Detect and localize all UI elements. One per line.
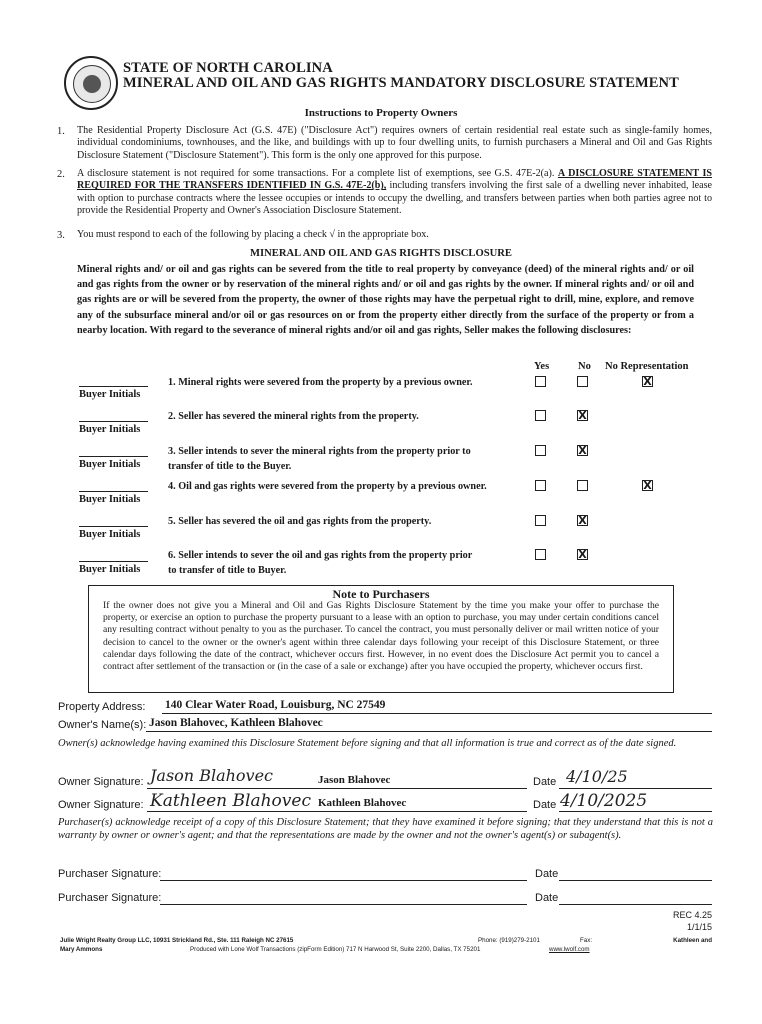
instruction-3: You must respond to each of the following by placing a check √ in the appropriate box. [77,229,429,240]
purchaser-signature-label: Purchaser Signature: [58,868,162,880]
state-seal-logo [64,56,118,110]
instruction-2-part-c: including transfers involving the first sale of a dwelling never inhabited, lease with option to purchase contracts where the lessee occupies or intends to occupy the dwelling, and transfers between parties when both parties agree not to provide the Residential Property and Owner's Association Disclosure Statement. [77,180,712,217]
header-state: STATE OF NORTH CAROLINA [123,60,333,76]
footer-phone: Phone: (919)279-2101 [478,937,540,944]
q5-yes-checkbox[interactable] [535,515,546,526]
question-3 [168,444,471,474]
buyer-initials-label: Buyer Initials [79,424,141,435]
purchaser-date-line[interactable] [559,904,712,905]
question-3-line-2: transfer of title to the Buyer. [168,461,292,472]
footer-agent: Mary Ammons [60,946,103,953]
date-label: Date [533,776,557,788]
note-text: If the owner does not give you a Mineral and Oil and Gas Rights Disclosure Statement by the time you make your offer to purchase the property, or exercise an option to purchase the property pursuant to a lease with an option to purchase, you may under certain conditions cancel any resulting contract without penalty to you as the purchaser. To cancel the contract, you must personally deliver or mail written notice of your decision to cancel to the owner or the owner's agent within three calendar days following your receipt of this Disclosure Statement, or three calendar days following the date of the contract, whichever occurs first. However, in no event does the Disclosure Act permit you to cancel a contract after settlement of the transaction or (in the case of a sale or exchange) after you have occupied the property, whichever occurs first. [103,600,659,673]
q4-no-representation-checkbox[interactable]: X [643,479,652,492]
owner-signature-2[interactable]: Kathleen Blahovec [150,791,311,811]
purchaser-date-line[interactable] [559,880,712,881]
buyer-initials-line[interactable] [79,456,148,457]
owner-signature-date-2[interactable]: 4/10/2025 [560,791,648,811]
disclosure-heading: MINERAL AND OIL AND GAS RIGHTS DISCLOSURE [250,248,512,259]
purchaser-signature-line[interactable] [160,904,527,905]
buyer-initials-label: Buyer Initials [79,459,141,470]
question-1: 1. Mineral rights were severed from the property by a previous owner. [168,377,473,388]
footer-fax: Fax: [580,937,593,944]
q4-no-checkbox[interactable] [577,480,588,491]
purchaser-signature-line[interactable] [160,880,527,881]
disclosure-intro: Mineral rights and/ or oil and gas rights can be severed from the title to real property by conveyance (deed) of the mineral rights and/ or oil and gas rights from the owner or by reservation of the mineral rights and/ or oil and gas rights by the owner. If mineral rights and/ or oil and gas rights are or will be severed from the property, the owner of those rights may have the perpetual right to drill, mine, explore, and remove any of the subsurface mineral and/or oil or gas resources on or from the property either directly from the surface of the property or from a nearby location. With regard to the severance of mineral rights and/or oil and gas rights, Seller makes the following disclosures: [77,264,694,336]
buyer-initials-line[interactable] [79,386,148,387]
purchaser-signature-label: Purchaser Signature: [58,892,162,904]
instruction-2-part-a: A disclosure statement is not required for some transactions. For a complete list of exemptions, see G.S. 47E-2(a). [77,168,558,179]
instruction-1: The Residential Property Disclosure Act (G.S. 47E) ("Disclosure Act") requires owners of certain residential real estate such as single-family homes, individual condominiums, townhouses, and the like, and buildings with up to four dwelling units, to furnish purchasers a Mineral and Oil and Gas Rights Disclosure Statement ("Disclosure Statement"). This form is the only one approved for this purpose. [77,125,712,161]
owners-name-value[interactable]: Jason Blahovec, Kathleen Blahovec [149,717,323,729]
q2-no-checkbox[interactable]: X [578,409,587,422]
instruction-number: 2. [57,169,65,180]
buyer-initials-line[interactable] [79,561,148,562]
instruction-number: 1. [57,126,65,137]
form-revision: 1/1/15 [686,922,712,932]
buyer-initials-label: Buyer Initials [79,389,141,400]
q3-yes-checkbox[interactable] [535,445,546,456]
column-no: No [578,361,591,372]
header-form-title: MINERAL AND OIL AND GAS RIGHTS MANDATORY DISCLOSURE STATEMENT [123,75,679,91]
question-4: 4. Oil and gas rights were severed from the property by a previous owner. [168,481,487,492]
q1-yes-checkbox[interactable] [535,376,546,387]
question-6 [168,548,472,578]
column-no-representation: No Representation [605,361,689,372]
date-line [559,788,712,789]
q6-yes-checkbox[interactable] [535,549,546,560]
q6-no-checkbox[interactable]: X [578,548,587,561]
property-address-label: Property Address: [58,701,146,713]
q5-no-checkbox[interactable]: X [578,514,587,527]
buyer-initials-label: Buyer Initials [79,494,141,505]
instruction-number: 3. [57,230,65,241]
buyer-initials-line[interactable] [79,526,148,527]
footer-produced: Produced with Lone Wolf Transactions (zipForm Edition) 717 N Harwood St, Suite 2200, Dallas, TX 75201 [190,946,481,953]
note-title: Note to Purchasers [332,587,430,601]
date-line [559,811,712,812]
owner-signature-label: Owner Signature: [58,799,144,811]
footer-link[interactable]: www.lwolf.com [549,946,590,953]
instructions-heading: Instructions to Property Owners [304,107,458,119]
column-yes: Yes [534,361,550,372]
footer-company: Julie Wright Realty Group LLC, 10931 Strickland Rd., Ste. 111 Raleigh NC 27615 [60,937,294,944]
date-label: Date [533,799,557,811]
buyer-initials-label: Buyer Initials [79,564,141,575]
q3-no-checkbox[interactable]: X [578,444,587,457]
buyer-initials-line[interactable] [79,421,148,422]
form-code: REC 4.25 [672,910,712,920]
owner-printed-name-1: Jason Blahovec [318,774,391,786]
instruction-2 [77,168,712,218]
q1-no-representation-checkbox[interactable]: X [643,375,652,388]
owners-name-label: Owner's Name(s): [58,719,147,731]
question-6-line-1: 6. Seller intends to sever the oil and gas rights from the property prior [168,550,473,561]
q1-no-checkbox[interactable] [577,376,588,387]
question-2: 2. Seller has severed the mineral rights from the property. [168,411,419,422]
buyer-initials-label: Buyer Initials [79,529,141,540]
property-address-value[interactable]: 140 Clear Water Road, Louisburg, NC 27549 [165,699,386,711]
instruction-2-required: A DISCLOSURE STATEMENT IS REQUIRED FOR THE TRANSFERS IDENTIFIED IN G.S. 47E-2(b), [77,168,712,192]
footer-client: Kathleen and [673,937,712,944]
date-label: Date [535,868,559,880]
owner-signature-label: Owner Signature: [58,776,144,788]
purchaser-acknowledgement: Purchaser(s) acknowledge receipt of a copy of this Disclosure Statement; that they have examined it before signing; that they understand that this is not a warranty by owner or owner's agent; and that the representations are made by the owner and not the owner's agent(s) or subagent(s). [58,817,713,841]
q2-yes-checkbox[interactable] [535,410,546,421]
owner-printed-name-2: Kathleen Blahovec [318,797,407,809]
property-address-line [162,713,712,714]
owner-signature-line [147,811,527,812]
buyer-initials-line[interactable] [79,491,148,492]
owner-signature-1[interactable]: Jason Blahovec [150,766,274,785]
owner-signature-date-1[interactable]: 4/10/25 [566,767,628,786]
owner-signature-line [147,788,527,789]
owners-name-line [146,731,712,732]
q4-yes-checkbox[interactable] [535,480,546,491]
question-5: 5. Seller has severed the oil and gas rights from the property. [168,516,432,527]
question-3-line-1: 3. Seller intends to sever the mineral rights from the property prior to [168,446,471,457]
date-label: Date [535,892,559,904]
question-6-line-2: to transfer of title to Buyer. [168,565,287,576]
owner-acknowledgement: Owner(s) acknowledge having examined this Disclosure Statement before signing and that all information is true and correct as of the date signed. [58,738,677,749]
